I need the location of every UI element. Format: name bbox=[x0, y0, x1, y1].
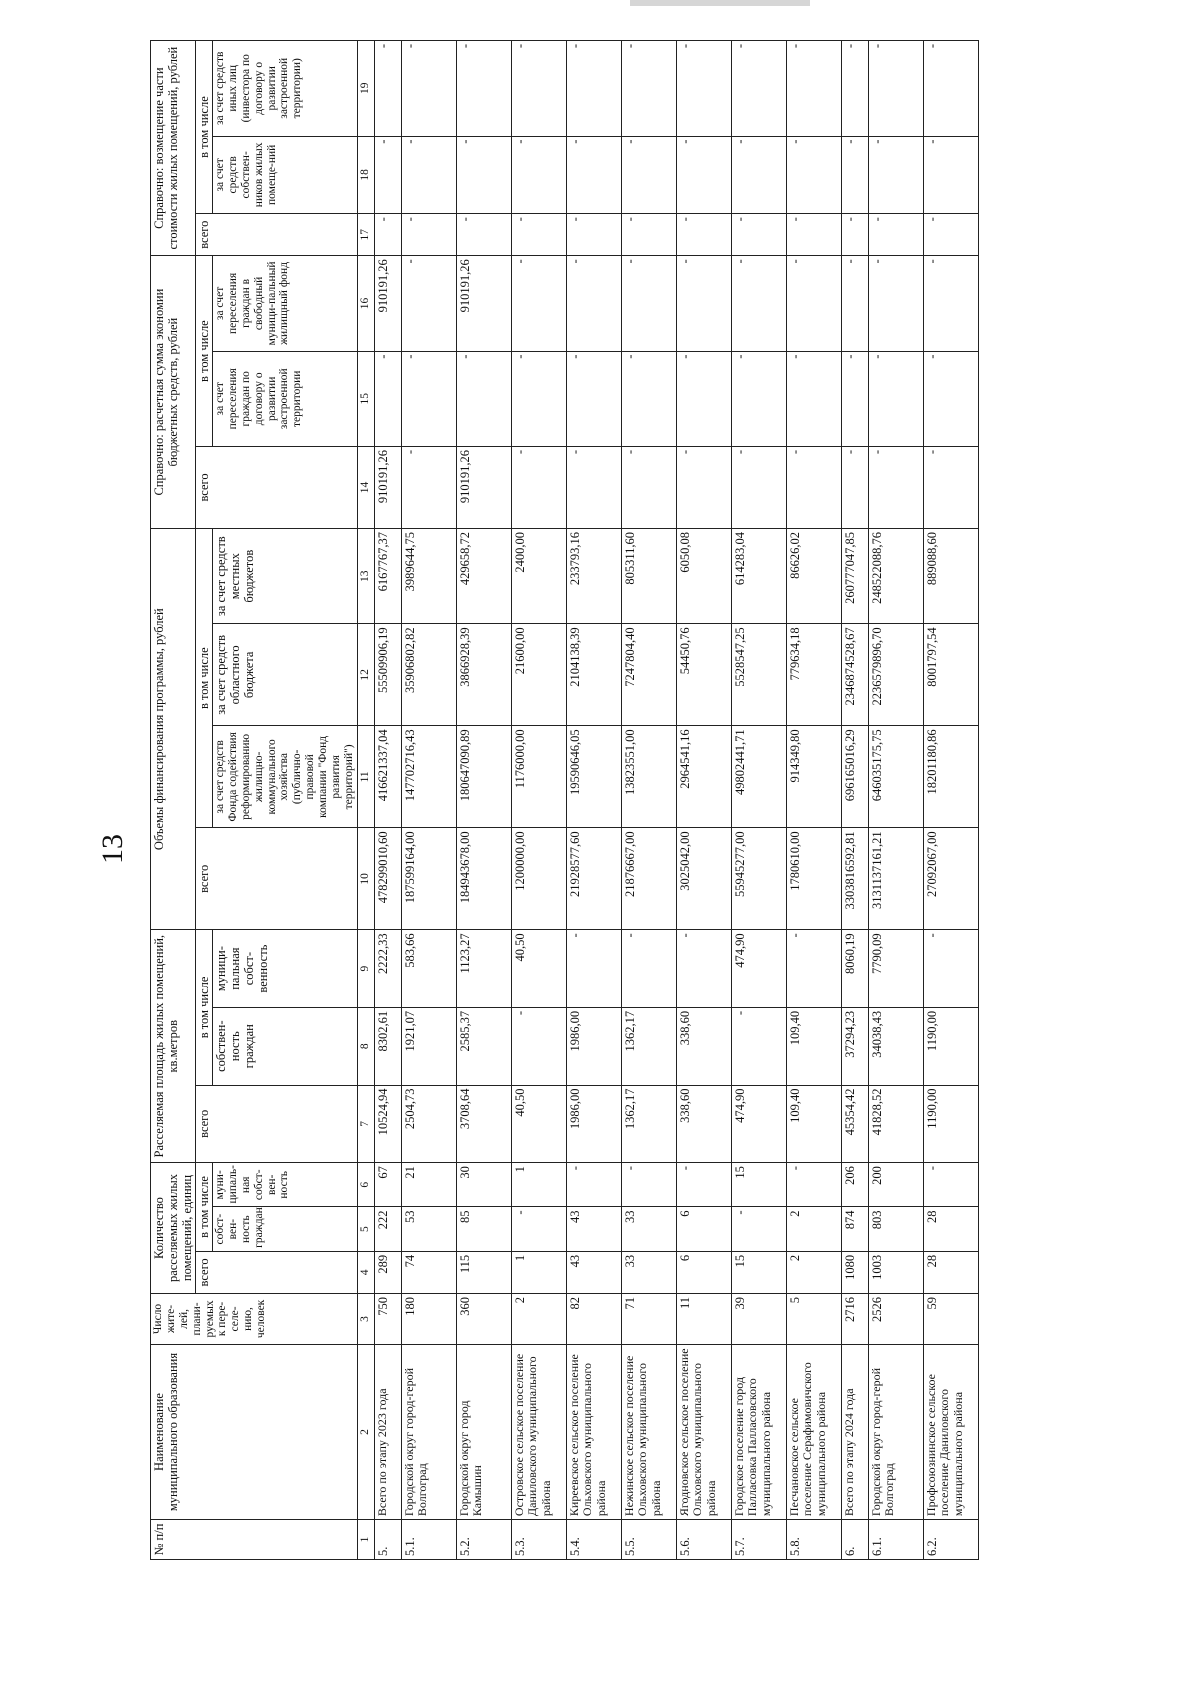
municipality-name: Городской округ город-герой Волгоград bbox=[401, 1344, 456, 1519]
cell-c7: 1190,00 bbox=[923, 1085, 978, 1163]
cell-c3: 180 bbox=[401, 1293, 456, 1344]
cell-c12: 2104138,39 bbox=[566, 624, 621, 726]
row-number: 5.5. bbox=[621, 1520, 676, 1560]
cell-c11: 1176000,00 bbox=[511, 726, 566, 828]
cell-c8: 1362,17 bbox=[621, 1007, 676, 1085]
cell-c10: 1780610,00 bbox=[786, 828, 841, 930]
cell-c14: - bbox=[731, 446, 786, 528]
cell-c3: 2526 bbox=[868, 1293, 923, 1344]
column-number: 14 bbox=[357, 446, 374, 528]
municipality-name: Островское сельское поселение Даниловского муниципального района bbox=[511, 1344, 566, 1519]
cell-c8: 338,60 bbox=[676, 1007, 731, 1085]
row-number: 5.1. bbox=[401, 1520, 456, 1560]
cell-c4: 115 bbox=[456, 1251, 511, 1293]
cell-c14: - bbox=[566, 446, 621, 528]
cell-c8: 1190,00 bbox=[923, 1007, 978, 1085]
row-number: 5.6. bbox=[676, 1520, 731, 1560]
cell-c7: 109,40 bbox=[786, 1085, 841, 1163]
cell-c4: 1 bbox=[511, 1251, 566, 1293]
cell-c9: 40,50 bbox=[511, 930, 566, 1008]
column-number: 7 bbox=[357, 1085, 374, 1163]
cell-c15: - bbox=[676, 351, 731, 446]
cell-c15: - bbox=[566, 351, 621, 446]
cell-c11: 147702716,43 bbox=[401, 726, 456, 828]
cell-c10: 55945277,00 bbox=[731, 828, 786, 930]
cell-c19: - bbox=[676, 41, 731, 137]
cell-c4: 28 bbox=[923, 1251, 978, 1293]
header-qty-total: всего bbox=[196, 1251, 358, 1293]
cell-c6: - bbox=[923, 1163, 978, 1207]
cell-c19: - bbox=[923, 41, 978, 137]
cell-c13: 614283,04 bbox=[731, 528, 786, 623]
cell-c10: 1200000,00 bbox=[511, 828, 566, 930]
column-number: 18 bbox=[357, 136, 374, 214]
cell-c8: 2585,37 bbox=[456, 1007, 511, 1085]
row-number: 6.2. bbox=[923, 1520, 978, 1560]
cell-c6: 21 bbox=[401, 1163, 456, 1207]
cell-c17: - bbox=[456, 214, 511, 256]
table-row bbox=[786, 41, 841, 1560]
cell-c19: - bbox=[621, 41, 676, 137]
cell-c9: - bbox=[786, 930, 841, 1008]
cell-c7: 3708,64 bbox=[456, 1085, 511, 1163]
cell-c14: - bbox=[923, 446, 978, 528]
cell-c3: 360 bbox=[456, 1293, 511, 1344]
column-number: 13 bbox=[357, 528, 374, 623]
cell-c9: - bbox=[923, 930, 978, 1008]
cell-c16: - bbox=[786, 256, 841, 351]
cell-c10: 3303816592,81 bbox=[841, 828, 868, 930]
cell-c4: 289 bbox=[374, 1251, 401, 1293]
page-number: 13 bbox=[96, 834, 129, 864]
cell-c12: 55509906,19 bbox=[374, 624, 401, 726]
cell-c3: 5 bbox=[786, 1293, 841, 1344]
municipality-name: Песчановское сельское поселение Серафимовичского муниципального района bbox=[786, 1344, 841, 1519]
cell-c9: 8060,19 bbox=[841, 930, 868, 1008]
header-econ-free: за счет переселения граждан в свободный муници-пальный жилищный фонд bbox=[213, 256, 358, 351]
cell-c16: - bbox=[676, 256, 731, 351]
column-number: 9 bbox=[357, 930, 374, 1008]
cell-c7: 338,60 bbox=[676, 1085, 731, 1163]
cell-c13: 260777047,85 bbox=[841, 528, 868, 623]
cell-c9: - bbox=[621, 930, 676, 1008]
column-number: 11 bbox=[357, 726, 374, 828]
cell-c7: 1362,17 bbox=[621, 1085, 676, 1163]
cell-c18: - bbox=[511, 136, 566, 214]
cell-c3: 2 bbox=[511, 1293, 566, 1344]
municipality-name: Профсоюзнинское сельское поселение Даниловского муниципального района bbox=[923, 1344, 978, 1519]
column-number: 6 bbox=[357, 1163, 374, 1207]
cell-c15: - bbox=[374, 351, 401, 446]
cell-c10: 21928577,60 bbox=[566, 828, 621, 930]
cell-c17: - bbox=[374, 214, 401, 256]
cell-c7: 40,50 bbox=[511, 1085, 566, 1163]
cell-c14: - bbox=[621, 446, 676, 528]
table-row bbox=[401, 41, 456, 1560]
cell-c7: 1986,00 bbox=[566, 1085, 621, 1163]
cell-c17: - bbox=[511, 214, 566, 256]
cell-c8: 1986,00 bbox=[566, 1007, 621, 1085]
table-row bbox=[676, 41, 731, 1560]
municipality-name: Городское поселение город Палласовка Палласовского муниципального района bbox=[731, 1344, 786, 1519]
header-ref-investors: за счет средств иных лиц (инвестора по договору о развитии застроенной территории) bbox=[213, 41, 358, 137]
header-refund-total: всего bbox=[196, 214, 358, 256]
cell-c13: 3989644,75 bbox=[401, 528, 456, 623]
cell-c10: 27092067,00 bbox=[923, 828, 978, 930]
cell-c11: 180647090,89 bbox=[456, 726, 511, 828]
cell-c4: 1003 bbox=[868, 1251, 923, 1293]
header-qty-incl: в том числе bbox=[196, 1163, 213, 1252]
cell-c17: - bbox=[868, 214, 923, 256]
column-number: 4 bbox=[357, 1251, 374, 1293]
cell-c5: 2 bbox=[786, 1207, 841, 1251]
cell-c10: 21876667,00 bbox=[621, 828, 676, 930]
cell-c14: - bbox=[401, 446, 456, 528]
cell-c18: - bbox=[786, 136, 841, 214]
cell-c9: - bbox=[676, 930, 731, 1008]
cell-c16: - bbox=[868, 256, 923, 351]
cell-c19: - bbox=[374, 41, 401, 137]
municipality-name: Нежинское сельское поселение Ольховского муниципального района bbox=[621, 1344, 676, 1519]
header-fin-fund: за счет средств Фонда содействия реформированию жилищно-коммунального хозяйства (публично-правовой компании "Фонд развития территорий") bbox=[213, 726, 358, 828]
cell-c18: - bbox=[401, 136, 456, 214]
cell-c14: - bbox=[786, 446, 841, 528]
cell-c12: 8001797,54 bbox=[923, 624, 978, 726]
cell-c10: 184943678,00 bbox=[456, 828, 511, 930]
cell-c19: - bbox=[401, 41, 456, 137]
row-number: 5.7. bbox=[731, 1520, 786, 1560]
table-row bbox=[923, 41, 978, 1560]
cell-c9: - bbox=[566, 930, 621, 1008]
cell-c17: - bbox=[923, 214, 978, 256]
cell-c11: 646035175,75 bbox=[868, 726, 923, 828]
cell-c15: - bbox=[868, 351, 923, 446]
cell-c7: 45354,42 bbox=[841, 1085, 868, 1163]
cell-c18: - bbox=[566, 136, 621, 214]
cell-c16: - bbox=[401, 256, 456, 351]
cell-c14: - bbox=[868, 446, 923, 528]
column-numbers-row bbox=[357, 41, 374, 1560]
cell-c4: 33 bbox=[621, 1251, 676, 1293]
header-area-group: Расселяемая площадь жилых помещений, кв.метров bbox=[151, 930, 196, 1163]
row-number: 5.3. bbox=[511, 1520, 566, 1560]
cell-c19: - bbox=[511, 41, 566, 137]
cell-c13: 86626,02 bbox=[786, 528, 841, 623]
cell-c15: - bbox=[401, 351, 456, 446]
table-row bbox=[566, 41, 621, 1560]
rotated-table-container bbox=[150, 40, 1200, 1560]
cell-c11: 696165016,29 bbox=[841, 726, 868, 828]
cell-c12: 3866928,39 bbox=[456, 624, 511, 726]
cell-c8: 1921,07 bbox=[401, 1007, 456, 1085]
cell-c10: 3131137161,21 bbox=[868, 828, 923, 930]
column-number: 10 bbox=[357, 828, 374, 930]
cell-c17: - bbox=[566, 214, 621, 256]
column-number: 16 bbox=[357, 256, 374, 351]
cell-c6: 30 bbox=[456, 1163, 511, 1207]
cell-c3: 59 bbox=[923, 1293, 978, 1344]
header-fin-regional: за счет средств областного бюджета bbox=[213, 624, 358, 726]
cell-c6: 15 bbox=[731, 1163, 786, 1207]
cell-c16: 910191,26 bbox=[456, 256, 511, 351]
cell-c18: - bbox=[731, 136, 786, 214]
cell-c8: - bbox=[511, 1007, 566, 1085]
cell-c3: 11 bbox=[676, 1293, 731, 1344]
cell-c7: 10524,94 bbox=[374, 1085, 401, 1163]
row-number: 6. bbox=[841, 1520, 868, 1560]
cell-c7: 2504,73 bbox=[401, 1085, 456, 1163]
table-row bbox=[456, 41, 511, 1560]
cell-c15: - bbox=[621, 351, 676, 446]
cell-c7: 41828,52 bbox=[868, 1085, 923, 1163]
table-row bbox=[841, 41, 868, 1560]
table-body bbox=[374, 41, 978, 1560]
cell-c5: 222 bbox=[374, 1207, 401, 1251]
cell-c9: 2222,33 bbox=[374, 930, 401, 1008]
cell-c3: 71 bbox=[621, 1293, 676, 1344]
header-fin-local: за счет средств местных бюджетов bbox=[213, 528, 358, 623]
cell-c10: 478299010,60 bbox=[374, 828, 401, 930]
cell-c17: - bbox=[841, 214, 868, 256]
cell-c8: 8302,61 bbox=[374, 1007, 401, 1085]
cell-c18: - bbox=[621, 136, 676, 214]
cell-c4: 15 bbox=[731, 1251, 786, 1293]
cell-c11: 49802441,71 bbox=[731, 726, 786, 828]
cell-c9: 474,90 bbox=[731, 930, 786, 1008]
cell-c6: 1 bbox=[511, 1163, 566, 1207]
cell-c14: 910191,26 bbox=[456, 446, 511, 528]
header-refund-incl: в том числе bbox=[196, 41, 213, 214]
cell-c13: 429658,72 bbox=[456, 528, 511, 623]
cell-c13: 889088,60 bbox=[923, 528, 978, 623]
cell-c13: 805311,60 bbox=[621, 528, 676, 623]
cell-c6: - bbox=[786, 1163, 841, 1207]
cell-c12: 7247804,40 bbox=[621, 624, 676, 726]
cell-c9: 1123,27 bbox=[456, 930, 511, 1008]
header-econ-group: Справочно: расчетная сумма экономии бюджетных средств, рублей bbox=[151, 256, 196, 529]
cell-c12: 54450,76 bbox=[676, 624, 731, 726]
municipality-name: Ягодновское сельское поселение Ольховского муниципального района bbox=[676, 1344, 731, 1519]
header-econ-dev: за счет переселения граждан по договору о развитии застроенной территории bbox=[213, 351, 358, 446]
cell-c18: - bbox=[841, 136, 868, 214]
cell-c19: - bbox=[731, 41, 786, 137]
row-number: 5.8. bbox=[786, 1520, 841, 1560]
header-area-mun: муници-пальная собст-венность bbox=[213, 930, 358, 1008]
cell-c11: 13823551,00 bbox=[621, 726, 676, 828]
row-number: 5. bbox=[374, 1520, 401, 1560]
cell-c16: - bbox=[566, 256, 621, 351]
cell-c12: 21600,00 bbox=[511, 624, 566, 726]
cell-c10: 3025042,00 bbox=[676, 828, 731, 930]
cell-c12: 5528547,25 bbox=[731, 624, 786, 726]
cell-c17: - bbox=[621, 214, 676, 256]
cell-c6: 206 bbox=[841, 1163, 868, 1207]
column-number: 15 bbox=[357, 351, 374, 446]
table-row bbox=[868, 41, 923, 1560]
cell-c5: 803 bbox=[868, 1207, 923, 1251]
cell-c4: 2 bbox=[786, 1251, 841, 1293]
header-ref-owners: за счет средств собствен-ников жилых помеще-ний bbox=[213, 136, 358, 214]
cell-c19: - bbox=[566, 41, 621, 137]
cell-c12: 2236579896,70 bbox=[868, 624, 923, 726]
header-qty-mun: муни-ципаль-ная собст-вен-ность bbox=[213, 1163, 358, 1207]
cell-c13: 2400,00 bbox=[511, 528, 566, 623]
cell-c9: 7790,09 bbox=[868, 930, 923, 1008]
cell-c5: 33 bbox=[621, 1207, 676, 1251]
cell-c3: 82 bbox=[566, 1293, 621, 1344]
cell-c6: - bbox=[676, 1163, 731, 1207]
cell-c5: 53 bbox=[401, 1207, 456, 1251]
cell-c8: 34038,43 bbox=[868, 1007, 923, 1085]
column-number: 3 bbox=[357, 1293, 374, 1344]
cell-c14: 910191,26 bbox=[374, 446, 401, 528]
table-row bbox=[374, 41, 401, 1560]
cell-c18: - bbox=[676, 136, 731, 214]
header-residents: Число жите-лей, плани-руемых к пере-селе-нию, человек bbox=[151, 1293, 358, 1344]
table-row bbox=[621, 41, 676, 1560]
cell-c19: - bbox=[868, 41, 923, 137]
cell-c6: - bbox=[566, 1163, 621, 1207]
cell-c10: 187599164,00 bbox=[401, 828, 456, 930]
column-number: 19 bbox=[357, 41, 374, 137]
cell-c3: 39 bbox=[731, 1293, 786, 1344]
cell-c18: - bbox=[923, 136, 978, 214]
row-number: 6.1. bbox=[868, 1520, 923, 1560]
cell-c11: 2964541,16 bbox=[676, 726, 731, 828]
municipality-name: Киреевское сельское поселение Ольховского муниципального района bbox=[566, 1344, 621, 1519]
cell-c16: - bbox=[841, 256, 868, 351]
cell-c11: 18201180,86 bbox=[923, 726, 978, 828]
cell-c16: - bbox=[511, 256, 566, 351]
cell-c5: 85 bbox=[456, 1207, 511, 1251]
cell-c16: - bbox=[731, 256, 786, 351]
cell-c15: - bbox=[456, 351, 511, 446]
cell-c5: 874 bbox=[841, 1207, 868, 1251]
header-qty-group: Количество расселяемых жилых помещений, единиц bbox=[151, 1163, 196, 1294]
cell-c19: - bbox=[841, 41, 868, 137]
cell-c5: 6 bbox=[676, 1207, 731, 1251]
cell-c4: 74 bbox=[401, 1251, 456, 1293]
cell-c5: 43 bbox=[566, 1207, 621, 1251]
header-qty-own: собст-вен-ность граждан bbox=[213, 1207, 358, 1251]
cell-c8: 109,40 bbox=[786, 1007, 841, 1085]
header-name: Наименование муниципального образования bbox=[151, 1344, 358, 1519]
column-number: 12 bbox=[357, 624, 374, 726]
cell-c18: - bbox=[374, 136, 401, 214]
municipality-name: Городской округ город-герой Волгоград bbox=[868, 1344, 923, 1519]
cell-c13: 248522088,76 bbox=[868, 528, 923, 623]
cell-c12: 2346874528,67 bbox=[841, 624, 868, 726]
column-number: 17 bbox=[357, 214, 374, 256]
cell-c6: 67 bbox=[374, 1163, 401, 1207]
cell-c18: - bbox=[456, 136, 511, 214]
cell-c15: - bbox=[731, 351, 786, 446]
header-num: № п/п bbox=[151, 1520, 358, 1560]
header-area-own: собствен-ность граждан bbox=[213, 1007, 358, 1085]
cell-c3: 750 bbox=[374, 1293, 401, 1344]
program-table bbox=[150, 40, 979, 1560]
column-number: 2 bbox=[357, 1344, 374, 1519]
header-refund-group: Справочно: возмещение части стоимости жилых помещений, рублей bbox=[151, 41, 196, 256]
cell-c17: - bbox=[731, 214, 786, 256]
cell-c16: - bbox=[621, 256, 676, 351]
cell-c5: - bbox=[731, 1207, 786, 1251]
cell-c17: - bbox=[786, 214, 841, 256]
column-number: 1 bbox=[357, 1520, 374, 1560]
cell-c5: - bbox=[511, 1207, 566, 1251]
cell-c12: 779634,18 bbox=[786, 624, 841, 726]
header-area-incl: в том числе bbox=[196, 930, 213, 1085]
table-row bbox=[731, 41, 786, 1560]
header-fin-total: всего bbox=[196, 828, 358, 930]
cell-c6: 200 bbox=[868, 1163, 923, 1207]
header-fin-group: Объемы финансирования программы, рублей bbox=[151, 528, 196, 929]
table-row bbox=[511, 41, 566, 1560]
cell-c18: - bbox=[868, 136, 923, 214]
cell-c11: 19590646,05 bbox=[566, 726, 621, 828]
cell-c8: - bbox=[731, 1007, 786, 1085]
row-number: 5.4. bbox=[566, 1520, 621, 1560]
municipality-name: Всего по этапу 2024 года bbox=[841, 1344, 868, 1519]
cell-c13: 233793,16 bbox=[566, 528, 621, 623]
cell-c14: - bbox=[676, 446, 731, 528]
cell-c19: - bbox=[786, 41, 841, 137]
header-econ-incl: в том числе bbox=[196, 256, 213, 447]
cell-c4: 1080 bbox=[841, 1251, 868, 1293]
cell-c15: - bbox=[786, 351, 841, 446]
cell-c14: - bbox=[841, 446, 868, 528]
cell-c15: - bbox=[511, 351, 566, 446]
cell-c7: 474,90 bbox=[731, 1085, 786, 1163]
cell-c6: - bbox=[621, 1163, 676, 1207]
cell-c15: - bbox=[923, 351, 978, 446]
cell-c13: 6167767,37 bbox=[374, 528, 401, 623]
cell-c15: - bbox=[841, 351, 868, 446]
cell-c8: 37294,23 bbox=[841, 1007, 868, 1085]
cell-c11: 914349,80 bbox=[786, 726, 841, 828]
cell-c14: - bbox=[511, 446, 566, 528]
cell-c16: 910191,26 bbox=[374, 256, 401, 351]
header-econ-total: всего bbox=[196, 446, 358, 528]
table-header bbox=[151, 41, 375, 1560]
row-number: 5.2. bbox=[456, 1520, 511, 1560]
cell-c4: 6 bbox=[676, 1251, 731, 1293]
municipality-name: Городской округ город Камышин bbox=[456, 1344, 511, 1519]
cell-c3: 2716 bbox=[841, 1293, 868, 1344]
cell-c16: - bbox=[923, 256, 978, 351]
header-fin-incl: в том числе bbox=[196, 528, 213, 827]
cell-c17: - bbox=[676, 214, 731, 256]
cell-c19: - bbox=[456, 41, 511, 137]
cell-c13: 6050,08 bbox=[676, 528, 731, 623]
cell-c12: 35906802,82 bbox=[401, 624, 456, 726]
column-number: 8 bbox=[357, 1007, 374, 1085]
column-number: 5 bbox=[357, 1207, 374, 1251]
scan-edge-mark bbox=[630, 0, 810, 6]
cell-c17: - bbox=[401, 214, 456, 256]
municipality-name: Всего по этапу 2023 года bbox=[374, 1344, 401, 1519]
header-area-total: всего bbox=[196, 1085, 358, 1163]
cell-c9: 583,66 bbox=[401, 930, 456, 1008]
cell-c4: 43 bbox=[566, 1251, 621, 1293]
cell-c11: 416621337,04 bbox=[374, 726, 401, 828]
cell-c5: 28 bbox=[923, 1207, 978, 1251]
